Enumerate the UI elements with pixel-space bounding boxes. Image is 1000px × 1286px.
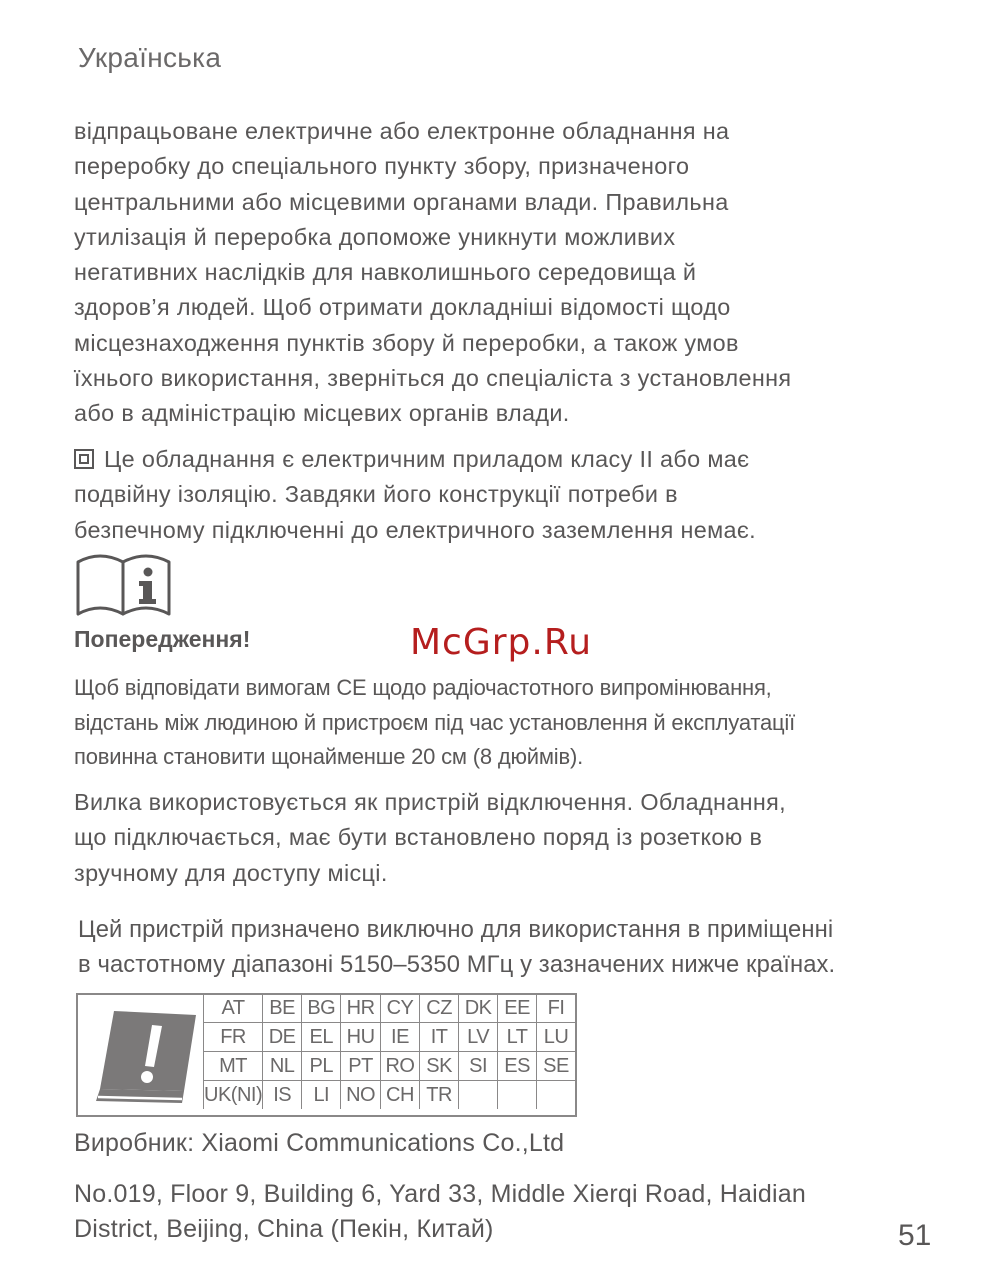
text-line: відпрацьоване електричне або електронне обладнання на: [74, 118, 730, 144]
text-line: District, Beijing, China (Пекін, Китай): [74, 1214, 494, 1243]
text-line: місцезнаходження пунктів збору й переробки, а також умов: [74, 329, 739, 356]
address: [74, 1177, 954, 1246]
country-code-cell: DE: [263, 1023, 302, 1052]
country-code-cell: SI: [459, 1052, 498, 1081]
country-row: [204, 1023, 576, 1052]
country-code-cell: PL: [302, 1052, 341, 1081]
page-number: 51: [898, 1219, 932, 1252]
country-row: [204, 1052, 576, 1081]
country-restriction-box: [76, 993, 577, 1117]
country-code-cell: CY: [380, 994, 419, 1023]
language-header: Українська: [78, 42, 222, 73]
text-line: Цей пристрій призначено виключно для використання в приміщенні: [78, 916, 834, 943]
country-code-cell: [459, 1081, 498, 1110]
country-code-cell: EL: [302, 1023, 341, 1052]
country-code-cell: IT: [420, 1023, 459, 1052]
text-segment: Це обладнання є електричним приладом класу II або має: [104, 446, 750, 472]
country-code-cell: FI: [537, 994, 575, 1023]
text-line: подвійну ізоляцію. Завдяки його конструкції потреби в: [74, 481, 678, 508]
text-line: центральними або місцевими органами влади. Правильна: [74, 188, 729, 215]
country-code-cell: DK: [459, 994, 498, 1023]
text-line: безпечному підключенні до електричного заземлення немає.: [74, 516, 757, 543]
country-code-cell: [537, 1081, 575, 1110]
country-code-cell: ES: [498, 1052, 537, 1081]
text-line: переробку до спеціального пункту збору, призначеного: [74, 153, 690, 180]
text-line: [74, 442, 954, 477]
watermark: McGrp.Ru: [410, 622, 593, 663]
country-code-cell: HR: [341, 994, 380, 1023]
indoor-use-paragraph: [78, 912, 958, 983]
country-code-cell: BE: [263, 994, 302, 1023]
country-code-cell: SK: [420, 1052, 459, 1081]
country-code-cell: LI: [302, 1081, 341, 1110]
book-info-icon: [76, 548, 172, 618]
country-code-cell: MT: [204, 1052, 263, 1081]
country-code-cell: EE: [498, 994, 537, 1023]
text-line: Вилка використовується як пристрій відключення. Обладнання,: [74, 789, 786, 815]
country-code-cell: CH: [380, 1081, 419, 1110]
country-code-cell: LV: [459, 1023, 498, 1052]
country-code-cell: CZ: [420, 994, 459, 1023]
disposal-paragraph: [74, 114, 954, 432]
class2-paragraph: [74, 442, 954, 548]
text-line: їхнього використання, зверніться до спеціаліста з установлення: [74, 365, 792, 392]
country-code-cell: IS: [263, 1081, 302, 1110]
country-code-cell: IE: [380, 1023, 419, 1052]
text-line: в частотному діапазоні 5150–5350 МГц у зазначених нижче країнах.: [78, 951, 836, 979]
text-line: Виробник: Xiaomi Communications Co.,Ltd: [74, 1129, 565, 1157]
warning-title: Попередження!: [74, 626, 251, 652]
text-line: повинна становити щонайменше 20 см (8 дюймів).: [74, 744, 584, 769]
warning-paragraph: [74, 671, 954, 775]
country-code-cell: FR: [204, 1023, 263, 1052]
country-code-cell: SE: [537, 1052, 575, 1081]
exclamation-notice-icon: [92, 1005, 198, 1107]
country-code-cell: NO: [341, 1081, 380, 1110]
country-code-cell: LT: [498, 1023, 537, 1052]
text-line: відстань між людиною й пристроєм під час установлення й експлуатації: [74, 709, 796, 735]
manufacturer: [74, 1126, 954, 1161]
country-code-cell: NL: [263, 1052, 302, 1081]
country-code-cell: TR: [420, 1081, 459, 1110]
class2-double-square-icon: [74, 449, 94, 469]
country-code-cell: HU: [341, 1023, 380, 1052]
text-line: Щоб відповідати вимогам CE щодо радіочастотного випромінювання,: [74, 675, 772, 700]
text-line: або в адміністрацію місцевих органів влади.: [74, 400, 570, 427]
text-line: утилізація й переробка допоможе уникнути можливих: [74, 223, 676, 250]
text-line: зручному для доступу місці.: [74, 859, 388, 886]
plug-paragraph: [74, 785, 954, 891]
text-line: негативних наслідків для навколишнього середовища й: [74, 259, 697, 286]
text-line: No.019, Floor 9, Building 6, Yard 33, Middle Xierqi Road, Haidian: [74, 1180, 806, 1208]
country-code-cell: PT: [341, 1052, 380, 1081]
country-row: [204, 994, 576, 1023]
country-code-cell: LU: [537, 1023, 575, 1052]
country-row: [204, 1081, 576, 1110]
country-code-cell: [498, 1081, 537, 1110]
country-code-cell: BG: [302, 994, 341, 1023]
text-line: що підключається, має бути встановлено поряд із розеткою в: [74, 824, 763, 851]
country-code-cell: RO: [380, 1052, 419, 1081]
country-code-cell: UK(NI): [204, 1081, 263, 1110]
country-code-cell: AT: [204, 994, 263, 1023]
country-table: [203, 994, 575, 1109]
text-line: здоров’я людей. Щоб отримати докладніші відомості щодо: [74, 294, 731, 321]
